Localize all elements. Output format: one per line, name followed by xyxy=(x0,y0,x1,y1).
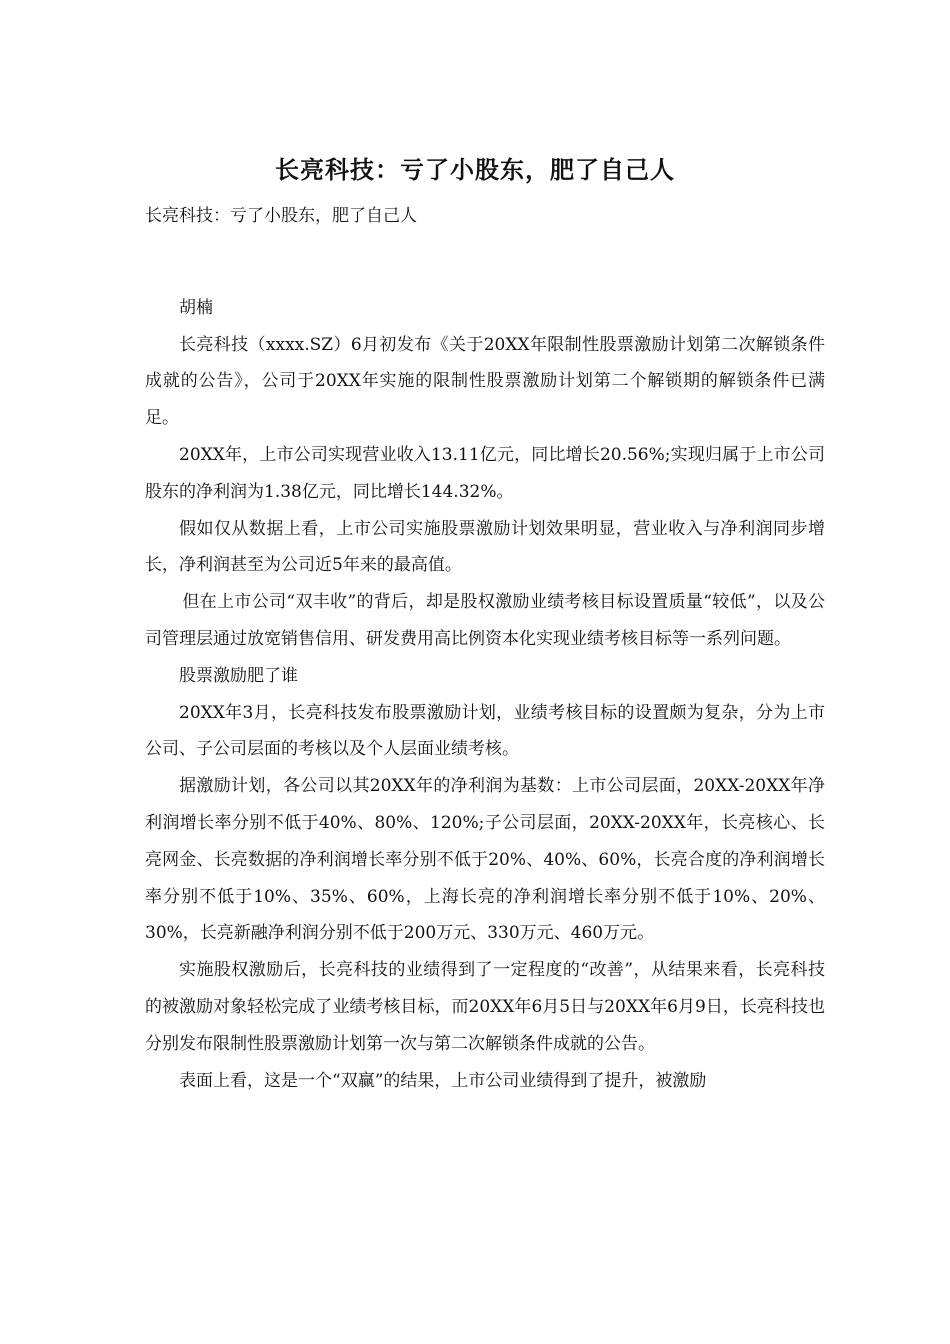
paragraph: 表面上看，这是一个“双赢”的结果，上市公司业绩得到了提升，被激励 xyxy=(179,1070,707,1091)
document-body xyxy=(145,198,825,1099)
document-subtitle: 长亮科技：亏了小股东，肥了自己人 xyxy=(145,206,417,226)
paragraph: 实施股权激励后，长亮科技的业绩得到了一定程度的“改善”，从结果来看，长亮科技的被激励对象轻松完成了业绩考核目标，而20XX年6月5日与20XX年6月9日，长亮科技也分别发布限制性股票激励计划第一次与第二次解锁条件成就的公告。 xyxy=(145,960,825,1054)
paragraph: 20XX年3月，长亮科技发布股票激励计划，业绩考核目标的设置颇为复杂，分为上市公司、子公司层面的考核以及个人层面业绩考核。 xyxy=(145,702,825,760)
paragraph: 但在上市公司“双丰收”的背后，却是股权激励业绩考核目标设置质量“较低”，以及公司管理层通过放宽销售信用、研发费用高比例资本化实现业绩考核目标等一系列问题。 xyxy=(145,592,825,649)
paragraph: 假如仅从数据上看，上市公司实施股票激励计划效果明显，营业收入与净利润同步增长，净利润甚至为公司近5年来的最高值。 xyxy=(145,518,825,576)
paragraph: 据激励计划，各公司以其20XX年的净利润为基数：上市公司层面，20XX-20XX年净利润增长率分别不低于40%、80%、120%;子公司层面，20XX-20XX年，长亮核心、长亮网金、长亮数据的净利润增长率分别不低于20%、40%、60%，长亮合度的净利润增长率分别不低于10%、35%、60%，上海长亮的净利润增长率分别不低于10%、20%、30%，长亮新融净利润分别不低于200万元、330万元、460万元。 xyxy=(145,776,825,944)
document-title: 长亮科技：亏了小股东，肥了自己人 xyxy=(275,155,675,184)
paragraph: 20XX年，上市公司实现营业收入13.11亿元，同比增长20.56%;实现归属于上市公司股东的净利润为1.38亿元，同比增长144.32%。 xyxy=(145,444,825,502)
section-heading: 股票激励肥了谁 xyxy=(179,665,298,686)
paragraph: 长亮科技（xxxx.SZ）6月初发布《关于20XX年限制性股票激励计划第二次解锁条件成就的公告》，公司于20XX年实施的限制性股票激励计划第二个解锁期的解锁条件已满足。 xyxy=(145,334,825,429)
author-name: 胡楠 xyxy=(179,297,213,318)
